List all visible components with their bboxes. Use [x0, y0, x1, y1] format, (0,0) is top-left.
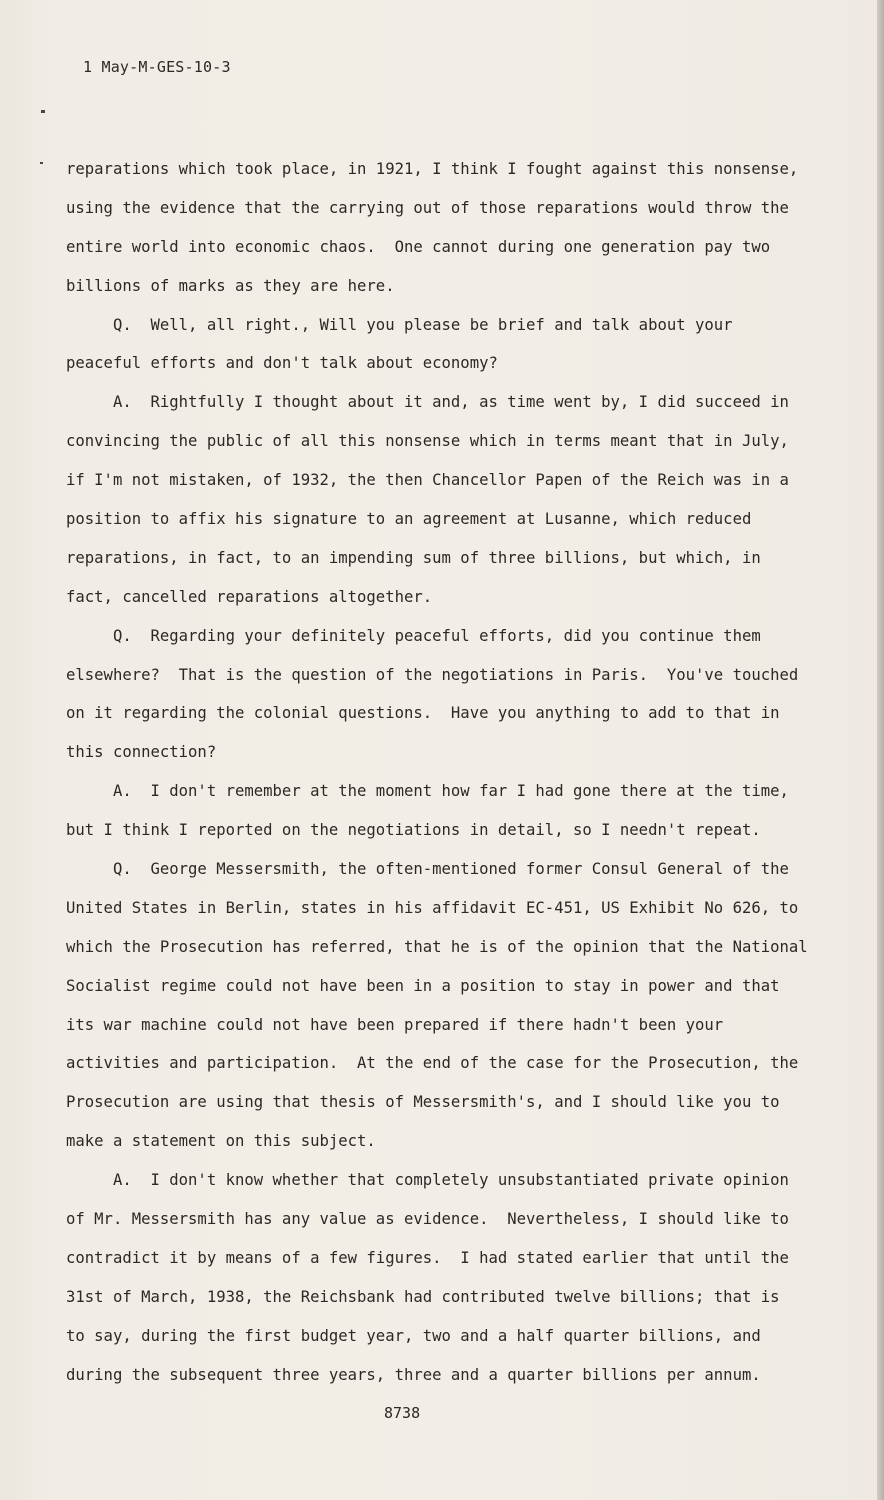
text-line: peaceful efforts and don't talk about economy?	[66, 354, 498, 373]
punch-mark	[41, 110, 45, 113]
text-line: billions of marks as they are here.	[66, 276, 395, 295]
text-line: A. Rightfully I thought about it and, as time went by, I did succeed in	[66, 393, 789, 412]
text-line: this connection?	[66, 743, 217, 762]
punch-mark	[40, 162, 43, 164]
text-line: which the Prosecution has referred, that he is of the opinion that the National	[66, 937, 808, 956]
text-line: Socialist regime could not have been in a position to stay in power and that	[66, 976, 780, 995]
text-line: reparations which took place, in 1921, I think I fought against this nonsense,	[66, 160, 799, 178]
text-line: during the subsequent three years, three and a quarter billions per annum.	[66, 1365, 761, 1384]
text-line: of Mr. Messersmith has any value as evidence. Nevertheless, I should like to	[66, 1210, 789, 1229]
text-line: Q. Well, all right., Will you please be brief and talk about your	[66, 315, 733, 334]
text-line: reparations, in fact, to an impending sum of three billions, but which, in	[66, 548, 761, 567]
text-line: convincing the public of all this nonsense which in terms meant that in July,	[66, 432, 789, 451]
page-number: 8738	[384, 1404, 421, 1422]
text-line: on it regarding the colonial questions. Have you anything to add to that in	[66, 704, 780, 723]
text-line: contradict it by means of a few figures. I had stated earlier that until the	[66, 1248, 789, 1267]
text-line: its war machine could not have been prepared if there hadn't been your	[66, 1015, 724, 1034]
text-line: position to affix his signature to an agreement at Lusanne, which reduced	[66, 510, 752, 529]
text-line: 31st of March, 1938, the Reichsbank had contributed twelve billions; that is	[66, 1287, 780, 1306]
text-line: Q. Regarding your definitely peaceful efforts, did you continue them	[66, 626, 761, 645]
text-line: if I'm not mistaken, of 1932, the then Chancellor Papen of the Reich was in a	[66, 471, 789, 490]
text-line: United States in Berlin, states in his affidavit EC-451, US Exhibit No 626, to	[66, 898, 799, 917]
text-line: make a statement on this subject.	[66, 1132, 376, 1151]
text-line: using the evidence that the carrying out of those reparations would throw the	[66, 198, 789, 217]
document-reference: 1 May-M-GES-10-3	[83, 58, 231, 76]
text-line: Q. George Messersmith, the often-mentioned former Consul General of the	[66, 860, 789, 879]
text-line: fact, cancelled reparations altogether.	[66, 587, 433, 606]
page-edge	[877, 0, 884, 1500]
text-line: entire world into economic chaos. One cannot during one generation pay two	[66, 237, 771, 256]
text-line: activities and participation. At the end of the case for the Prosecution, the	[66, 1054, 799, 1073]
transcript-body	[66, 150, 836, 1395]
text-line: A. I don't remember at the moment how far I had gone there at the time,	[66, 782, 789, 801]
text-line: Prosecution are using that thesis of Messersmith's, and I should like you to	[66, 1093, 780, 1112]
text-line: A. I don't know whether that completely unsubstantiated private opinion	[66, 1171, 789, 1190]
text-line: but I think I reported on the negotiations in detail, so I needn't repeat.	[66, 821, 761, 840]
text-line: elsewhere? That is the question of the negotiations in Paris. You've touched	[66, 665, 799, 684]
text-line: to say, during the first budget year, two and a half quarter billions, and	[66, 1326, 761, 1345]
